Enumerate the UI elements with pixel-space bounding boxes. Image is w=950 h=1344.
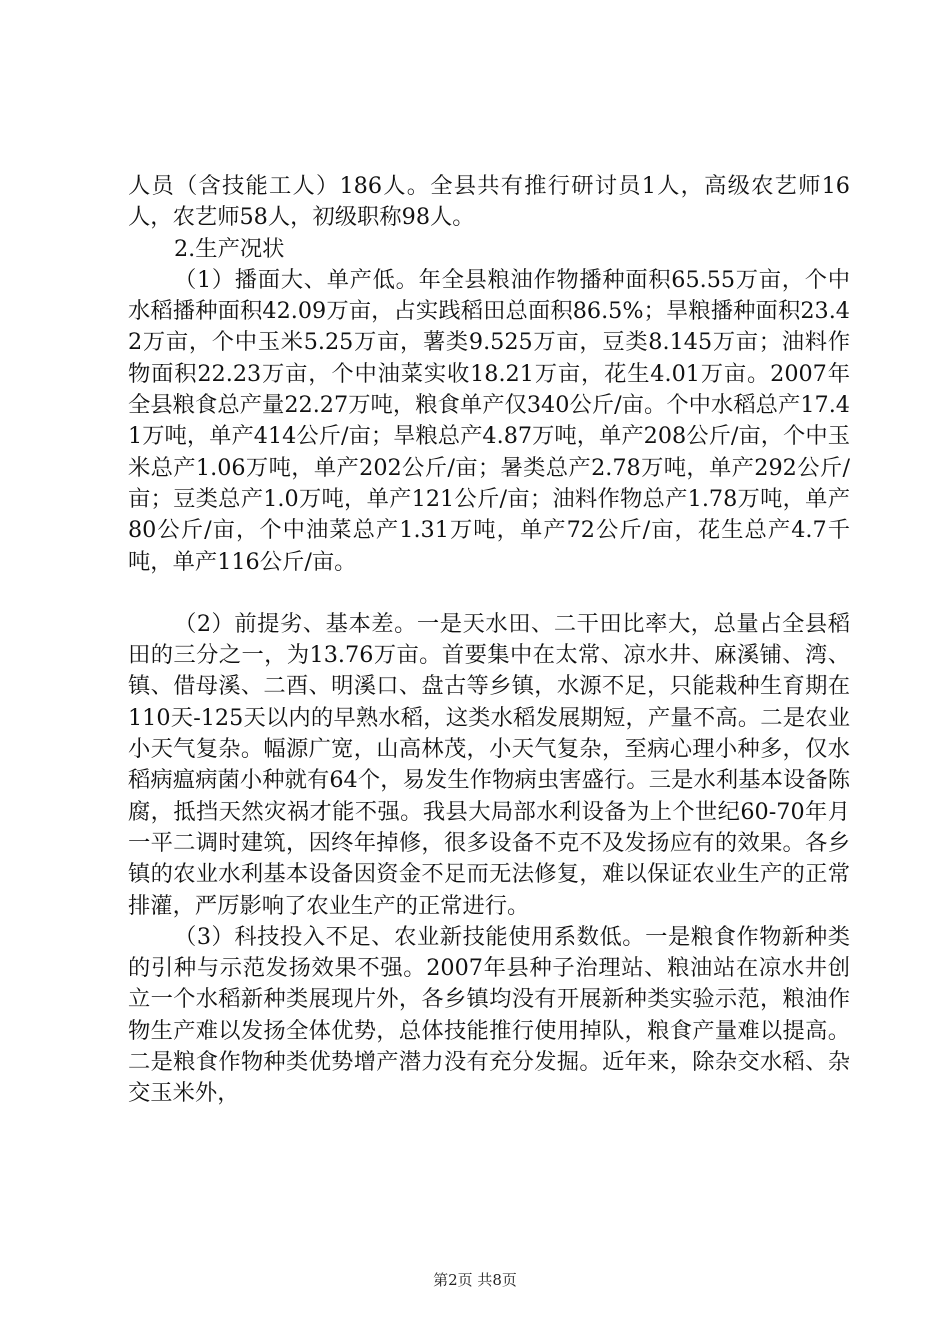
paragraph-staff-summary: 人员（含技能工人）186人。全县共有推行研讨员1人，高级农艺师16人，农艺师58人，初级职称98人。 — [128, 173, 850, 231]
paragraph-technology: （3）科技投入不足、农业新技能使用系数低。一是粮食作物新种类的引种与示范发扬效果不强。2007年县种子治理站、粮油站在凉水井创立一个水稻新种类展现片外，各乡镇均没有开展新种类实验示范，粮油作物生产难以发扬全体优势，总体技能推行使用掉队，粮食产量难以提高。二是粮食作物种类优势增产潜力没有充分发掘。近年来，除杂交水稻、杂交玉米外， — [128, 923, 850, 1107]
section-heading-production: 2.生产况状 — [174, 235, 285, 262]
body-text — [128, 171, 850, 1110]
paragraph-conditions: （2）前提劣、基本差。一是天水田、二干田比率大，总量占全县稻田的三分之一，为13.76万亩。首要集中在太常、凉水井、麻溪铺、湾、镇、借母溪、二酉、明溪口、盘古等乡镇，水源不足，只能栽种生育期在110天-125天以内的早熟水稻，这类水稻发展期短，产量不高。二是农业小天气复杂。幅源广宽，山高林茂，小天气复杂，至病心理小种多，仅水稻病瘟病菌小种就有64个，易发生作物病虫害盛行。三是水利基本设备陈腐，抵挡天然灾祸才能不强。我县大局部水利设备为上个世纪60-70年月一平二调时建筑，因终年掉修，很多设备不克不及发扬应有的效果。各乡镇的农业水利基本设备因资金不足而无法修复，难以保证农业生产的正常排灌，严厉影响了农业生产的正常进行。 — [128, 610, 850, 919]
paragraph-planting-yield: （1）播面大、单产低。年全县粮油作物播种面积65.55万亩，个中水稻播种面积42.09万亩，占实践稻田总面积86.5%；旱粮播种面积23.42万亩，个中玉米5.25万亩，薯类9.525万亩，豆类8.145万亩；油料作物面积22.23万亩，个中油菜实收18.21万亩，花生4.01万亩。2007年全县粮食总产量22.27万吨，粮食单产仅340公斤/亩。个中水稻总产17.41万吨，单产414公斤/亩；旱粮总产4.87万吨，单产208公斤/亩，个中玉米总产1.06万吨，单产202公斤/亩；暑类总产2.78万吨，单产292公斤/亩；豆类总产1.0万吨，单产121公斤/亩；油料作物总产1.78万吨，单产80公斤/亩，个中油菜总产1.31万吨，单产72公斤/亩，花生总产4.7千吨，单产116公斤/亩。 — [128, 266, 850, 575]
page-number-footer: 第2页 共8页 — [433, 1271, 517, 1289]
paragraph-spacer — [128, 578, 850, 609]
